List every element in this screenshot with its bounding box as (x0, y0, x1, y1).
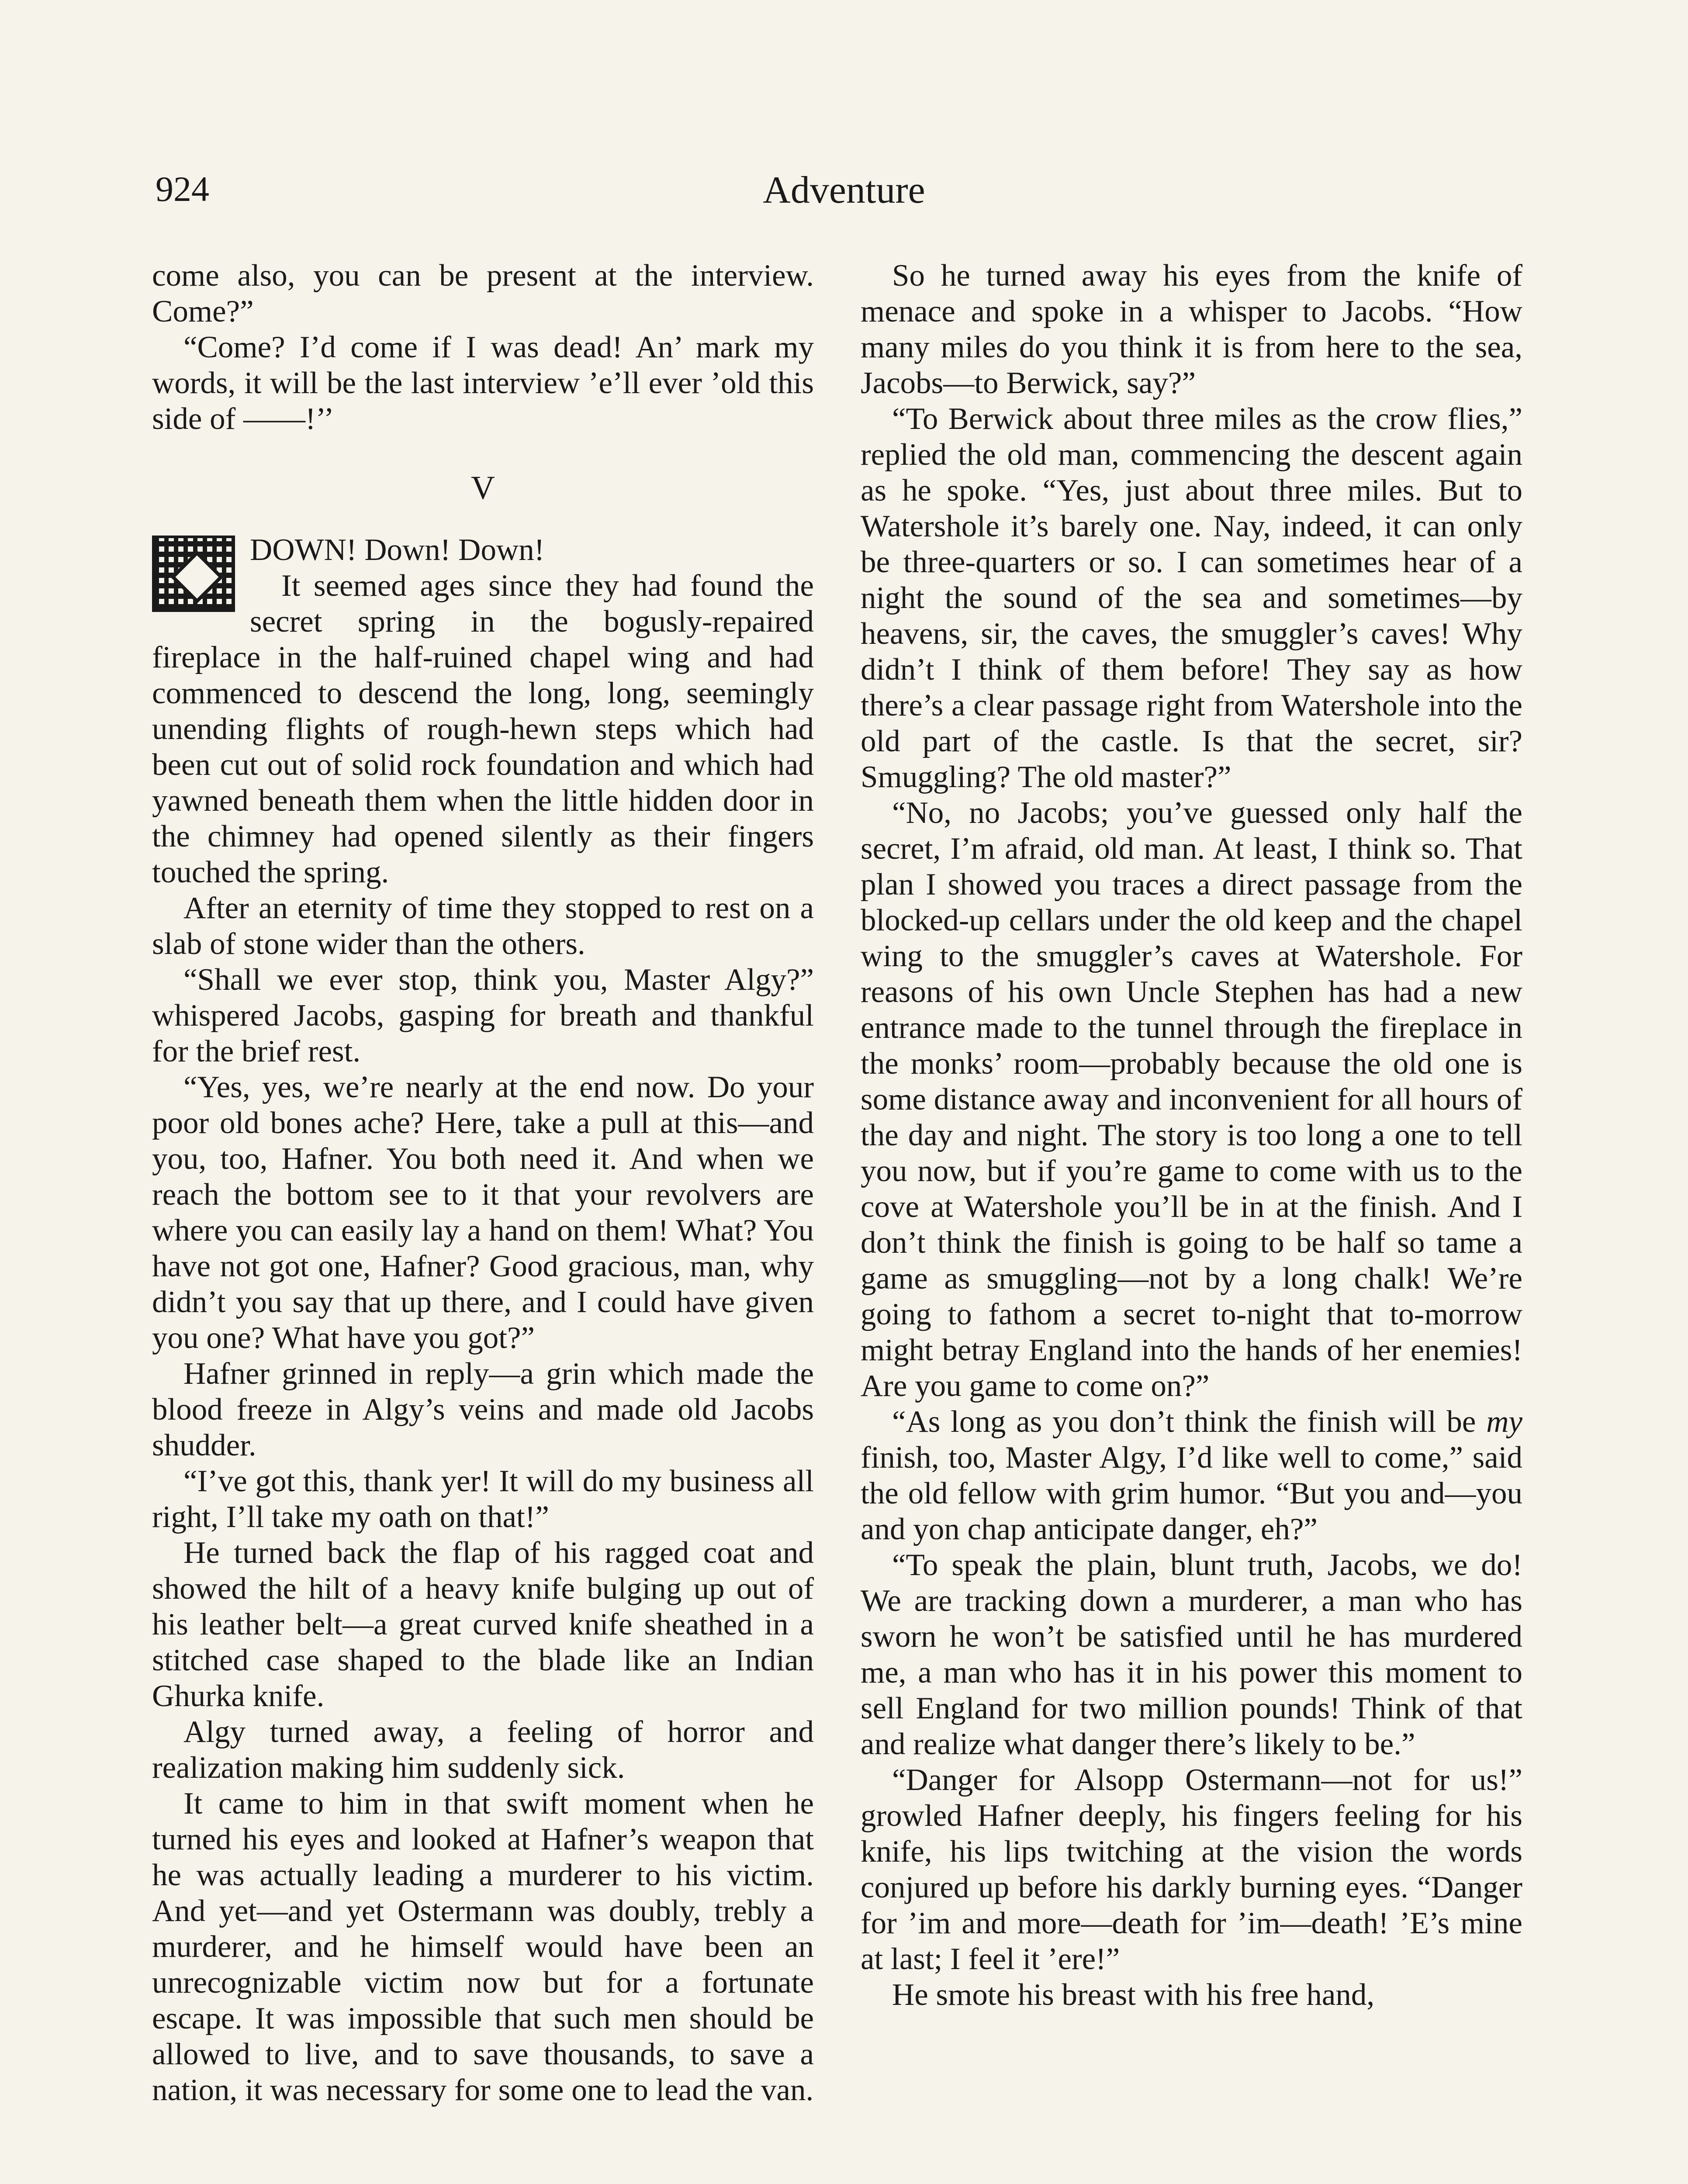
italic-word: my (1486, 1405, 1522, 1439)
paragraph: Hafner grinned in reply—a grin which made the blood freeze in Algy’s veins and made old Jacobs shudder. (152, 1357, 814, 1462)
running-head-title: Adventure (763, 169, 925, 211)
paragraph: “Yes, yes, we’re nearly at the end now. Do your poor old bones ache? Here, take a pull at this—and you, too, Hafner. You both need it. And when we reach the bottom see to it that your revolvers are where you can easily lay a hand on them! What? You have not got one, Hafner? Good gracious, man, why didn’t you say that up there, and I could have given you one? What have you got?” (152, 1070, 814, 1355)
text-run: “As long as you don’t think the finish will be (892, 1405, 1487, 1439)
paragraph: “No, no Jacobs; you’ve guessed only half the secret, I’m afraid, old man. At least, I think so. That plan I showed you traces a direct passage from the blocked-up cellars under the old keep and the chapel wing to the smuggler’s caves at Watershole. For reasons of his own Uncle Stephen has had a new entrance made to the tunnel through the fireplace in the monks’ room—probably because the old one is some distance away and inconvenient for all hours of the day and night. The story is too long a one to tell you now, but if you’re game to come with us to the cove at Watershole you’ll be in at the finish. And I don’t think the finish is going to be half so tame a game as smuggling—not by a long chalk! We’re going to fathom a secret to-night that to-morrow might betray England into the hands of her enemies! Are you game to come on?” (861, 796, 1522, 1403)
paragraph: “To speak the plain, blunt truth, Jacobs, we do! We are tracking down a murderer, a man who has sworn he won’t be satisfied until he has murdered me, a man who has it in his power this moment to sell England for two million pounds! Think of that and realize what danger there’s likely to be.” (861, 1548, 1522, 1761)
paragraph: come also, you can be present at the interview. Come?” (152, 259, 814, 328)
paragraph: Algy turned away, a feeling of horror and realization making him suddenly sick. (152, 1715, 814, 1785)
right-column (861, 258, 1522, 2013)
text-run: finish, too, Master Algy, I’d like well to come,” said the old fellow with grim humor. “But you and—you and yon chap anticipate danger, eh?” (861, 1441, 1522, 1546)
paragraph: “To Berwick about three miles as the crow flies,” replied the old man, commencing the descent again as he spoke. “Yes, just about three miles. But to Watershole it’s barely one. Nay, indeed, it can only be three-quarters or so. I can sometimes hear of a night the sound of the sea and sometimes—by heavens, sir, the caves, the smuggler’s caves! Why didn’t I think of them before! They say as how there’s a clear passage right from Watershole into the old part of the castle. Is that the secret, sir? Smuggling? The old master?” (861, 402, 1522, 794)
paragraph: It came to him in that swift moment when he turned his eyes and looked at Hafner’s weapon that he was actually leading a murderer to his victim. And yet—and yet Ostermann was doubly, trebly a murderer, and he himself would have been an unrecognizable victim now but for a fortunate escape. It was impossible that such men should be allowed to live, and to save thousands, to save a nation, it was necessary for some one to lead the van. (152, 1787, 814, 2107)
paragraph: “I’ve got this, thank yer! It will do my business all right, I’ll take my oath on that!” (152, 1464, 814, 1534)
paragraph: He turned back the flap of his ragged coat and showed the hilt of a heavy knife bulging up out of his leather belt—a great curved knife sheathed in a stitched case shaped to the blade like an Indian Ghurka knife. (152, 1536, 814, 1713)
paragraph: After an eternity of time they stopped to rest on a slab of stone wider than the others. (152, 891, 814, 961)
paragraph: It seemed ages since they had found the secret spring in the bogusly-repaired fireplace in the half-ruined chapel wing and had commenced to descend the long, long, seemingly unending flights of rough-hewn steps which had been cut out of solid rock foundation and which had yawned beneath them when the little hidden door in the chimney had opened silently as their fingers touched the spring. (152, 569, 814, 889)
paragraph (861, 1404, 1522, 1547)
paragraph: He smote his breast with his free hand, (892, 1978, 1375, 2012)
page-number: 924 (156, 169, 209, 209)
left-column (152, 258, 814, 2108)
paragraph: “Shall we ever stop, think you, Master Algy?” whispered Jacobs, gasping for breath and thankful for the brief rest. (152, 963, 814, 1068)
opening-line: DOWN! Down! Down! (250, 533, 545, 567)
paragraph: So he turned away his eyes from the knife of menace and spoke in a whisper to Jacobs. “How many miles do you think it is from here to the sea, Jacobs—to Berwick, say?” (861, 259, 1522, 400)
paragraph: “Come? I’d come if I was dead! An’ mark my words, it will be the last interview ’e’ll ever ’old this side of ——!’’ (152, 330, 814, 436)
opening-paragraph (152, 532, 814, 890)
decorative-initial-icon (152, 536, 235, 612)
paragraph: “Danger for Alsopp Ostermann—not for us!” growled Hafner deeply, his fingers feeling for his knife, his lips twitching at the vision the words conjured up before his darkly burning eyes. “Danger for ’im and more—death for ’im—death! ’E’s mine at last; I feel it ’ere!” (861, 1763, 1522, 1976)
section-heading: V (471, 470, 495, 506)
